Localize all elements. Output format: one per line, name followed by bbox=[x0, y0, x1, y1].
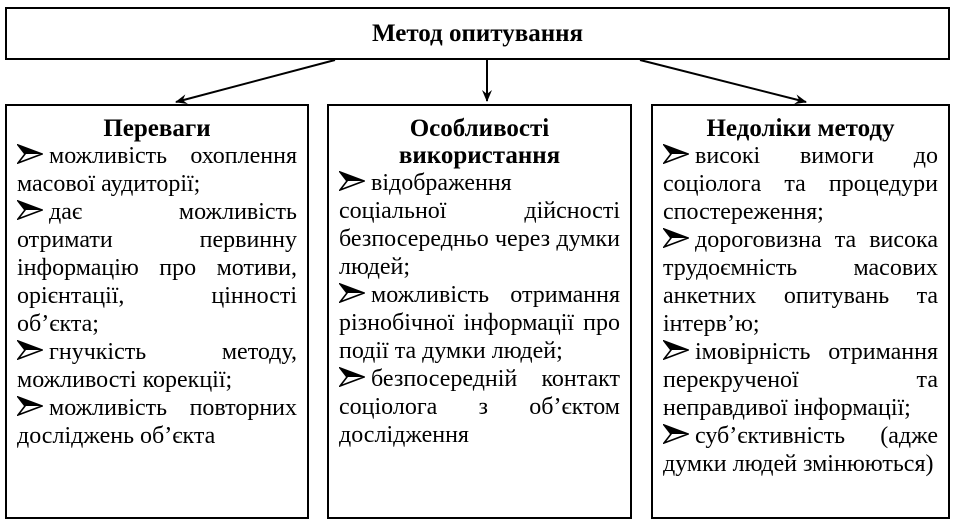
arrow-bullet-icon bbox=[663, 144, 691, 166]
list-item bbox=[17, 394, 297, 450]
list-item bbox=[663, 338, 938, 422]
list-item-text: можливість повторних досліджень об’єкта bbox=[17, 395, 297, 449]
arrow-bullet-icon bbox=[339, 283, 367, 305]
arrow-bullet-icon bbox=[663, 424, 691, 446]
advantages-box bbox=[5, 104, 309, 519]
list-item-text: імовірність отримання перекрученої та неправдивої інформації; bbox=[663, 339, 938, 421]
advantages-list bbox=[17, 142, 297, 450]
list-item-text: гнучкість методу, можливості корекції; bbox=[17, 339, 297, 393]
list-item bbox=[663, 142, 938, 226]
method-title: Метод опитування bbox=[371, 20, 584, 47]
list-item bbox=[339, 169, 620, 281]
list-item bbox=[663, 226, 938, 338]
arrow-bullet-icon bbox=[339, 367, 367, 389]
arrow-bullet-icon bbox=[17, 144, 45, 166]
arrow-bullet-icon bbox=[663, 340, 691, 362]
features-title: Особливості використання bbox=[398, 115, 561, 169]
list-item bbox=[339, 281, 620, 365]
list-item bbox=[17, 198, 297, 338]
arrow-bullet-icon bbox=[17, 396, 45, 418]
list-item bbox=[17, 338, 297, 394]
advantages-title: Переваги bbox=[103, 115, 211, 142]
list-item-text: можливість отримання різнобічної інформації про події та думки людей; bbox=[339, 282, 620, 364]
arrow-bullet-icon bbox=[339, 171, 367, 193]
disadvantages-box bbox=[651, 104, 950, 519]
arrow-bullet-icon bbox=[17, 200, 45, 222]
disadvantages-list bbox=[663, 142, 938, 478]
list-item-text: безпосередній контакт соціолога з об’єктом дослідження bbox=[339, 366, 620, 448]
list-item-text: відображення соціальної дійсності безпосередньо через думки людей; bbox=[339, 170, 620, 280]
features-box bbox=[327, 104, 632, 519]
list-item-text: можливість охоплення масової аудиторії; bbox=[17, 143, 297, 197]
list-item-text: дороговизна та висока трудоємність масових анкетних опитувань та інтерв’ю; bbox=[663, 227, 938, 337]
arrow-to-advantages bbox=[176, 60, 335, 102]
list-item-text: дає можливість отримати первинну інформацію про мотиви, орієнтації, цінності об’єкта; bbox=[17, 199, 297, 337]
arrow-bullet-icon bbox=[663, 228, 691, 250]
list-item bbox=[663, 422, 938, 478]
arrow-to-disadvantages bbox=[640, 60, 806, 102]
features-list bbox=[339, 169, 620, 449]
list-item bbox=[17, 142, 297, 198]
list-item-text: суб’єктивність (адже думки людей змінюються) bbox=[663, 423, 938, 477]
list-item-text: високі вимоги до соціолога та процедури спостереження; bbox=[663, 143, 938, 225]
method-title-box bbox=[5, 7, 950, 60]
arrow-bullet-icon bbox=[17, 340, 45, 362]
list-item bbox=[339, 365, 620, 449]
disadvantages-title: Недоліки методу bbox=[706, 115, 895, 142]
